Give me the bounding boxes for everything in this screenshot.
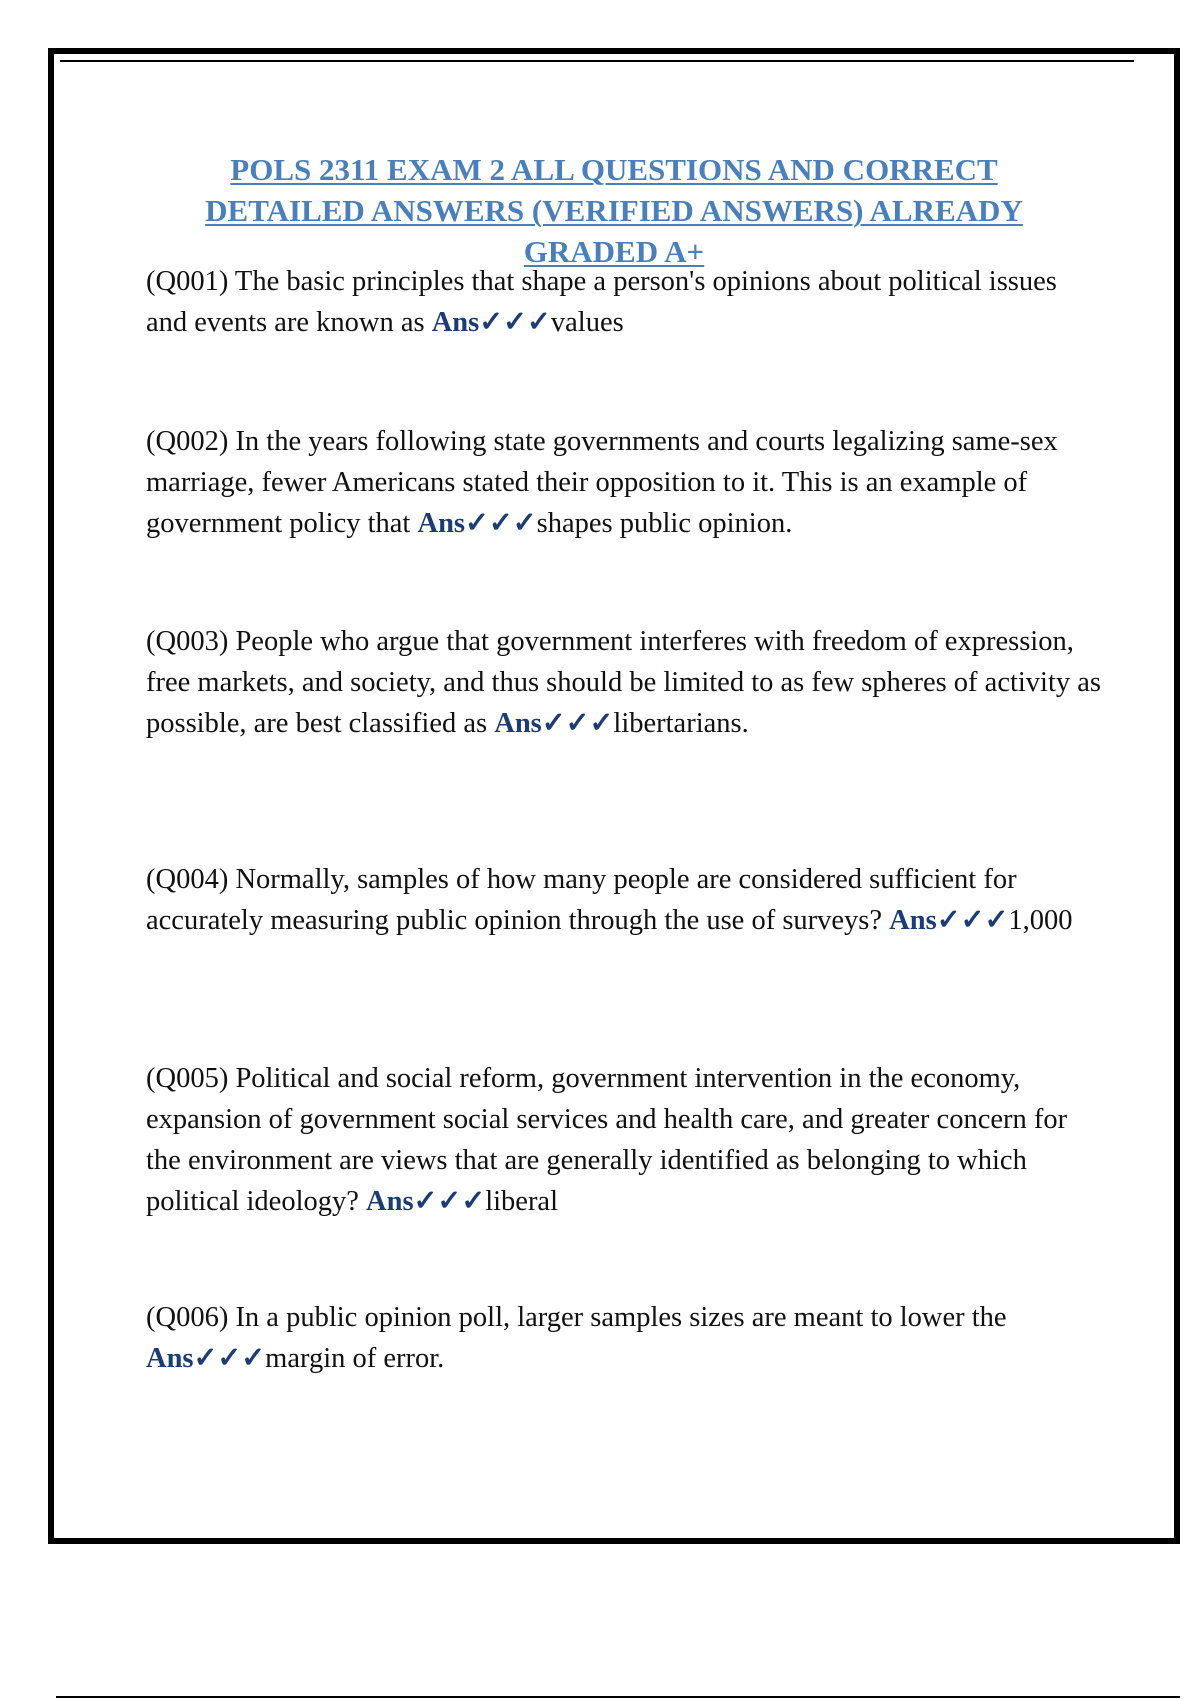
question-text: (Q004) Normally, samples of how many people are considered sufficient for accurately measuring public opinion through the use of surveys? bbox=[146, 864, 1017, 936]
answer-text: margin of error. bbox=[265, 1343, 445, 1374]
question-item-q003 bbox=[146, 621, 1104, 744]
document-title: POLS 2311 EXAM 2 ALL QUESTIONS AND CORRECT DETAILED ANSWERS (VERIFIED ANSWERS) ALREADY GRADED A+ bbox=[205, 152, 1023, 269]
answer-label: Ans✓✓✓ bbox=[366, 1186, 486, 1217]
answer-text: liberal bbox=[485, 1186, 558, 1217]
question-item-q001 bbox=[146, 261, 1104, 343]
top-rule bbox=[60, 60, 1134, 62]
answer-text: shapes public opinion. bbox=[536, 508, 793, 539]
question-text: (Q003) People who argue that government interferes with freedom of expression, free markets, and society, and thus should be limited to as few spheres of activity as possible, are best classified as bbox=[146, 626, 1102, 739]
question-item-q002 bbox=[146, 421, 1104, 544]
bottom-rule bbox=[56, 1696, 1180, 1698]
answer-label: Ans✓✓✓ bbox=[889, 905, 1009, 936]
answer-label: Ans✓✓✓ bbox=[431, 307, 551, 338]
question-text: (Q002) In the years following state governments and courts legalizing same-sex marriage, fewer Americans stated their opposition to it. This is an example of government policy that bbox=[146, 426, 1058, 539]
page-frame bbox=[48, 48, 1180, 1544]
question-text: (Q006) In a public opinion poll, larger samples sizes are meant to lower the bbox=[146, 1302, 1007, 1333]
answer-text: values bbox=[550, 307, 624, 338]
question-text: (Q001) The basic principles that shape a person's opinions about political issues and events are known as bbox=[146, 266, 1057, 338]
question-item-q006 bbox=[146, 1297, 1104, 1379]
question-item-q005 bbox=[146, 1058, 1104, 1222]
answer-label: Ans✓✓✓ bbox=[494, 708, 614, 739]
answer-label: Ans✓✓✓ bbox=[146, 1343, 266, 1374]
answer-text: libertarians. bbox=[613, 708, 749, 739]
answer-text: 1,000 bbox=[1008, 905, 1073, 936]
answer-label: Ans✓✓✓ bbox=[417, 508, 537, 539]
question-item-q004 bbox=[146, 859, 1104, 941]
question-text: (Q005) Political and social reform, government intervention in the economy, expansion of government social services and health care, and greater concern for the environment are views that are generally identified as belonging to which political ideology? bbox=[146, 1063, 1068, 1217]
